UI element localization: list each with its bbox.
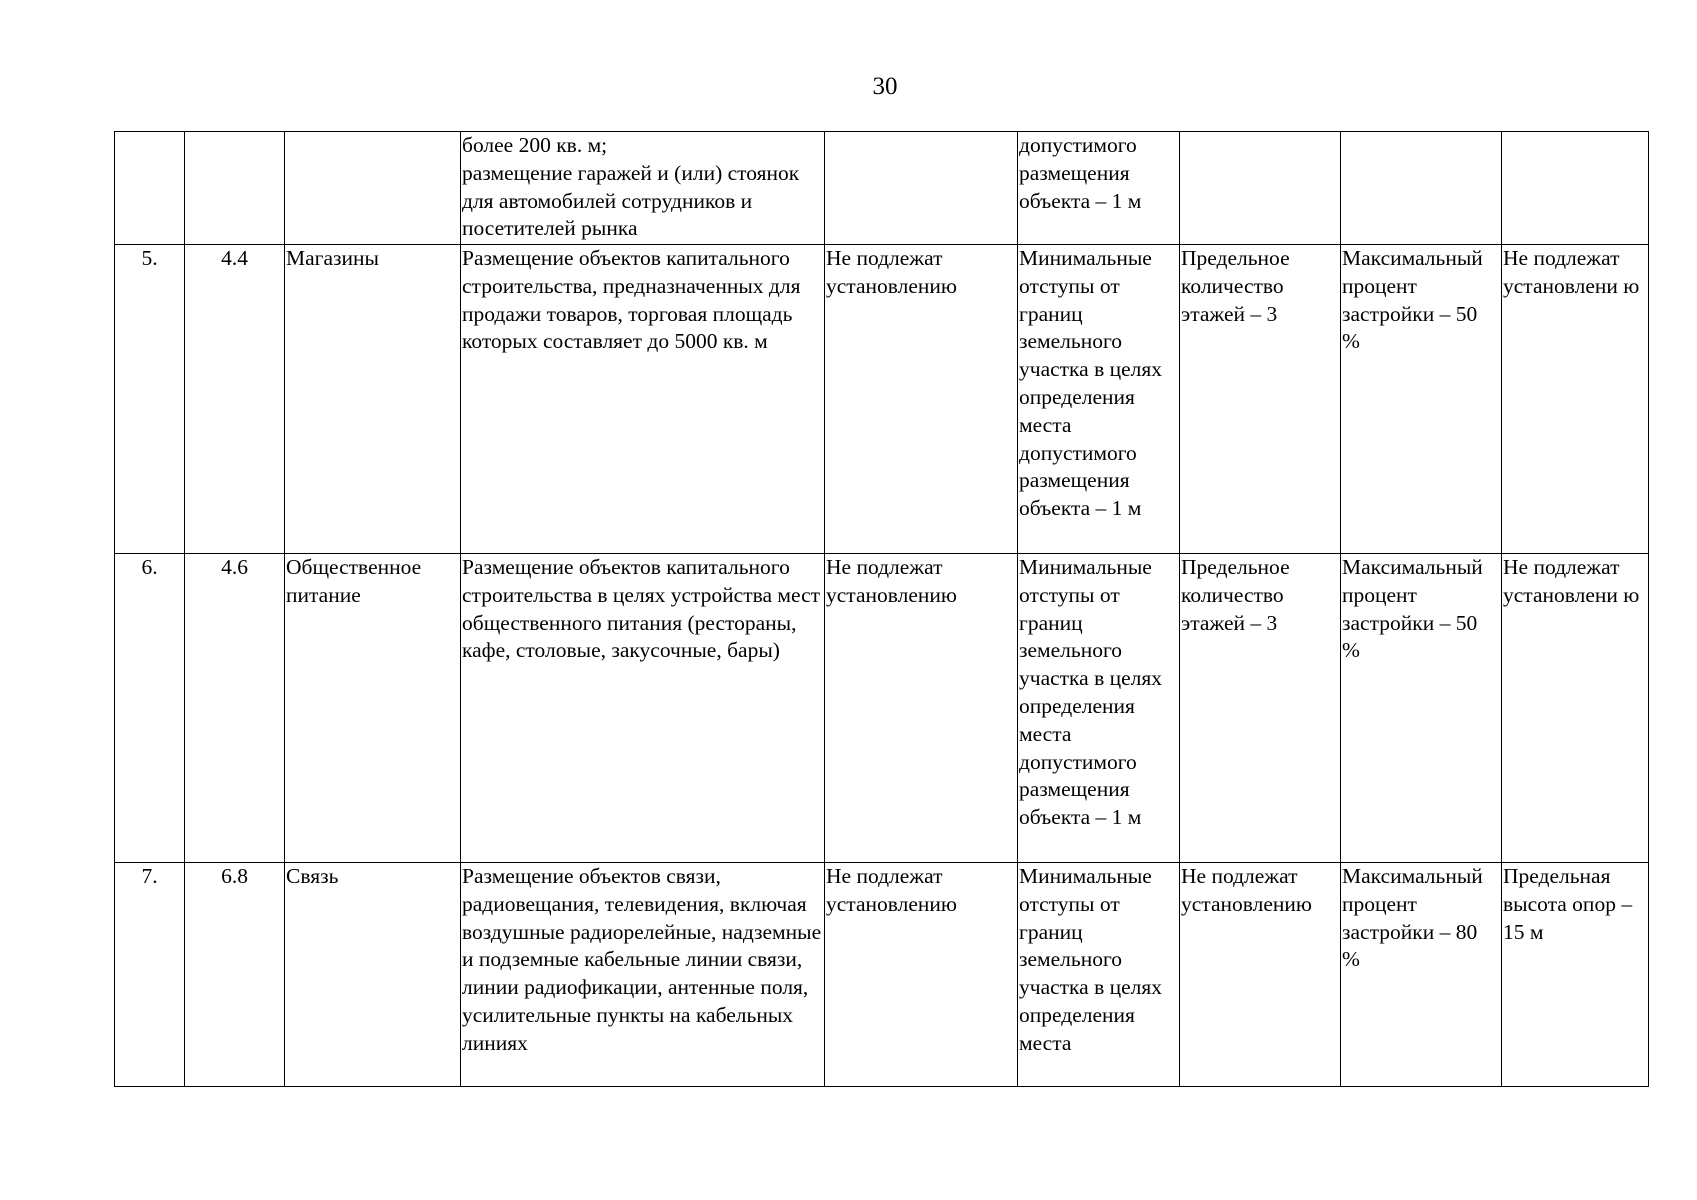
row-number-cell bbox=[115, 132, 185, 245]
use-description-cell: Размещение объектов капитального строительства, предназначенных для продажи товаров, торговая площадь которых составляет до 5000 кв. м bbox=[461, 245, 825, 554]
row-number-cell: 6. bbox=[115, 554, 185, 863]
setbacks-cell: допустимого размещения объекта – 1 м bbox=[1018, 132, 1180, 245]
use-name-cell bbox=[285, 132, 461, 245]
land-use-table bbox=[114, 131, 1649, 1087]
row-number-cell: 7. bbox=[115, 863, 185, 1087]
use-code-cell bbox=[185, 132, 285, 245]
coverage-cell: Максимальный процент застройки – 50 % bbox=[1341, 245, 1502, 554]
setbacks-cell: Минимальные отступы от границ земельного участка в целях определения места допустимого размещения объекта – 1 м bbox=[1018, 245, 1180, 554]
row-number-cell: 5. bbox=[115, 245, 185, 554]
use-code-cell: 4.6 bbox=[185, 554, 285, 863]
use-name-cell: Магазины bbox=[285, 245, 461, 554]
floors-cell bbox=[1180, 132, 1341, 245]
other-limits-cell: Предельная высота опор – 15 м bbox=[1502, 863, 1649, 1087]
floors-cell: Предельное количество этажей – 3 bbox=[1180, 245, 1341, 554]
setbacks-cell: Минимальные отступы от границ земельного участка в целях определения места допустимого размещения объекта – 1 м bbox=[1018, 554, 1180, 863]
setbacks-cell: Минимальные отступы от границ земельного участка в целях определения места bbox=[1018, 863, 1180, 1087]
coverage-cell: Максимальный процент застройки – 50 % bbox=[1341, 554, 1502, 863]
use-code-cell: 4.4 bbox=[185, 245, 285, 554]
other-limits-cell: Не подлежат установлени ю bbox=[1502, 554, 1649, 863]
plot-size-cell: Не подлежат установлению bbox=[825, 863, 1018, 1087]
plot-size-cell: Не подлежат установлению bbox=[825, 554, 1018, 863]
table-row bbox=[115, 132, 1649, 245]
page-number: 30 bbox=[872, 73, 898, 100]
coverage-cell bbox=[1341, 132, 1502, 245]
use-description-cell: Размещение объектов связи, радиовещания, телевидения, включая воздушные радиорелейные, надземные и подземные кабельные линии связи, линии радиофикации, антенные поля, усилительные пункты на кабельных линиях bbox=[461, 863, 825, 1087]
other-limits-cell: Не подлежат установлени ю bbox=[1502, 245, 1649, 554]
use-description-cell: более 200 кв. м; размещение гаражей и (или) стоянок для автомобилей сотрудников и посетителей рынка bbox=[461, 132, 825, 245]
use-description-cell: Размещение объектов капитального строительства в целях устройства мест общественного питания (рестораны, кафе, столовые, закусочные, бары) bbox=[461, 554, 825, 863]
plot-size-cell: Не подлежат установлению bbox=[825, 245, 1018, 554]
use-name-cell: Общественное питание bbox=[285, 554, 461, 863]
use-code-cell: 6.8 bbox=[185, 863, 285, 1087]
coverage-cell: Максимальный процент застройки – 80 % bbox=[1341, 863, 1502, 1087]
table-row bbox=[115, 245, 1649, 554]
plot-size-cell bbox=[825, 132, 1018, 245]
table-row bbox=[115, 863, 1649, 1087]
floors-cell: Предельное количество этажей – 3 bbox=[1180, 554, 1341, 863]
floors-cell: Не подлежат установлению bbox=[1180, 863, 1341, 1087]
other-limits-cell bbox=[1502, 132, 1649, 245]
table-row bbox=[115, 554, 1649, 863]
use-name-cell: Связь bbox=[285, 863, 461, 1087]
